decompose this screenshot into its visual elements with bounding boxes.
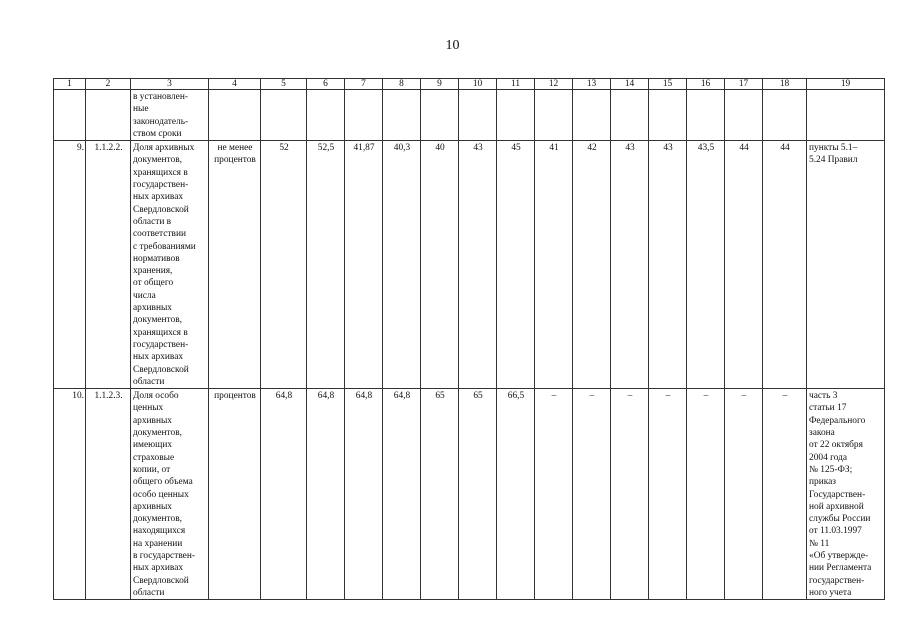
- header-cell: 1: [54, 79, 86, 90]
- cell-indicator-name: Доля архивных документов, хранящихся в государствен- ных архивах Свердловской области в соответствии с требованиями нормативов хранения, от общего числа архивных документов, хранящихся в государствен- ных архивах Свердловской области: [131, 141, 209, 389]
- cell-value: 64,8: [307, 389, 345, 600]
- header-cell: 16: [687, 79, 725, 90]
- cell-value: –: [611, 389, 649, 600]
- header-cell: 11: [497, 79, 535, 90]
- table-row: [54, 389, 885, 600]
- cell-value: 64,8: [383, 389, 421, 600]
- cell-value: 45: [497, 141, 535, 389]
- cell-value: 66,5: [497, 389, 535, 600]
- cell-value: –: [687, 389, 725, 600]
- cell-value: 52,5: [307, 141, 345, 389]
- cell-value: 43: [611, 141, 649, 389]
- header-cell: 14: [611, 79, 649, 90]
- cell-value: 40,3: [383, 141, 421, 389]
- cell-legal-source: часть 3 статьи 17 Федерального закона от 22 октября 2004 года № 125-ФЗ; приказ Государствен- ной архивной службы России от 11.03.1997 № 11 «Об утвержде- нии Регламента государствен- ного учета: [807, 389, 885, 600]
- indicators-table: [53, 78, 885, 600]
- cell-row-number: 9.: [54, 141, 86, 389]
- cell-value: 64,8: [345, 389, 383, 600]
- cell-legal-source: пункты 5.1– 5.24 Правил: [807, 141, 885, 389]
- header-cell: 18: [763, 79, 807, 90]
- cell-value: 40: [421, 141, 459, 389]
- cell-value: –: [535, 389, 573, 600]
- cell-code: 1.1.2.3.: [86, 389, 131, 600]
- header-cell: 6: [307, 79, 345, 90]
- header-cell: 17: [725, 79, 763, 90]
- cell-unit: не менее процентов: [209, 141, 261, 389]
- cell-indicator-name: в установлен- ные законодатель- ством сроки: [131, 90, 209, 141]
- table-header-row: [54, 79, 885, 90]
- cell-value: 52: [261, 141, 307, 389]
- cell-code: 1.1.2.2.: [86, 141, 131, 389]
- header-cell: 12: [535, 79, 573, 90]
- cell-value: 44: [763, 141, 807, 389]
- header-cell: 4: [209, 79, 261, 90]
- cell-value: –: [649, 389, 687, 600]
- cell-row-number: 10.: [54, 389, 86, 600]
- cell-value: 42: [573, 141, 611, 389]
- cell-unit: процентов: [209, 389, 261, 600]
- cell-value: 41,87: [345, 141, 383, 389]
- table-row: [54, 141, 885, 389]
- header-cell: 19: [807, 79, 885, 90]
- header-cell: 13: [573, 79, 611, 90]
- header-cell: 3: [131, 79, 209, 90]
- cell-value: –: [763, 389, 807, 600]
- cell-value: 65: [459, 389, 497, 600]
- cell-value: –: [725, 389, 763, 600]
- cell-indicator-name: Доля особо ценных архивных документов, имеющих страховые копии, от общего объема особо ценных архивных документов, находящихся на хранении в государствен- ных архивах Свердловской области: [131, 389, 209, 600]
- header-cell: 7: [345, 79, 383, 90]
- cell-value: –: [573, 389, 611, 600]
- header-cell: 9: [421, 79, 459, 90]
- table-row-continuation: [54, 90, 885, 141]
- cell-value: 44: [725, 141, 763, 389]
- page-number: 10: [445, 38, 460, 53]
- cell-value: 43,5: [687, 141, 725, 389]
- header-cell: 8: [383, 79, 421, 90]
- header-cell: 10: [459, 79, 497, 90]
- cell-value: 64,8: [261, 389, 307, 600]
- cell-value: 65: [421, 389, 459, 600]
- cell-value: 43: [649, 141, 687, 389]
- cell-value: 41: [535, 141, 573, 389]
- cell-value: 43: [459, 141, 497, 389]
- header-cell: 5: [261, 79, 307, 90]
- header-cell: 15: [649, 79, 687, 90]
- header-cell: 2: [86, 79, 131, 90]
